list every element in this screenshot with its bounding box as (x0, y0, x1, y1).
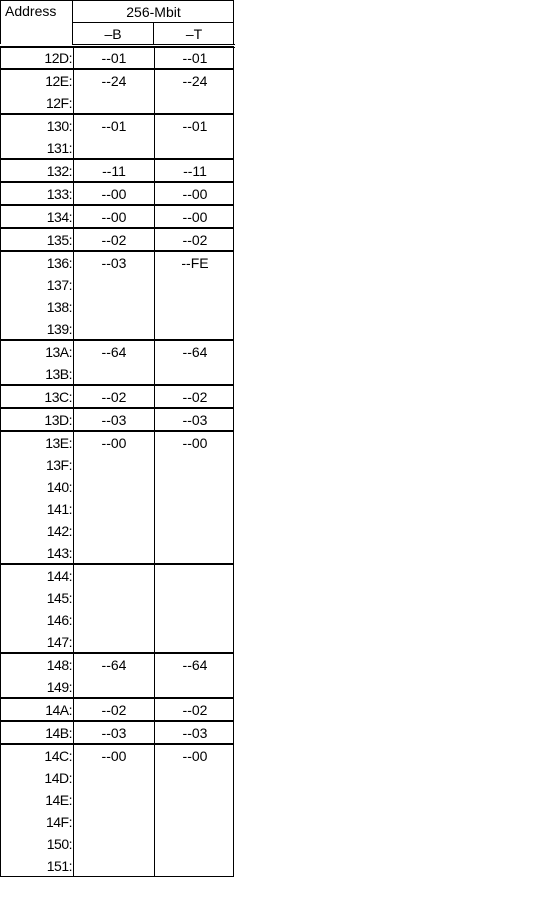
address-cell: 14B: (45, 725, 72, 741)
address-cell: 14D: (44, 770, 72, 786)
address-cell: 132: (46, 163, 72, 179)
address-cell: 150: (46, 836, 72, 852)
value-t-cell: --24 (182, 73, 208, 89)
value-t-cell: --00 (182, 209, 208, 225)
address-group (0, 182, 234, 205)
value-b-cell: --00 (101, 748, 127, 764)
value-b-cell: --00 (101, 209, 127, 225)
header-divider (73, 44, 235, 45)
value-b-cell: --01 (101, 118, 127, 134)
value-b-cell: --64 (101, 344, 127, 360)
value-t-cell: --FE (181, 255, 209, 271)
address-group (0, 228, 234, 251)
address-cell: 140: (46, 479, 72, 495)
value-b-cell: --02 (101, 702, 127, 718)
column-t-header: –T (185, 26, 203, 42)
address-cell: 13D: (44, 412, 72, 428)
value-b-cell: --11 (102, 163, 126, 179)
address-cell: 147: (46, 634, 72, 650)
address-cell: 14F: (45, 814, 72, 830)
address-cell: 141: (46, 501, 72, 517)
address-cell: 135: (46, 232, 72, 248)
value-t-cell: --01 (182, 50, 208, 66)
address-group (0, 251, 234, 340)
value-b-cell (74, 565, 154, 587)
address-cell: 148: (46, 657, 72, 673)
value-t-cell: --64 (182, 344, 208, 360)
address-cell: 133: (46, 186, 72, 202)
value-t-cell (155, 565, 235, 587)
address-cell: 13C: (44, 389, 72, 405)
address-cell: 151: (46, 858, 72, 874)
address-cell: 138: (46, 299, 72, 315)
address-cell: 134: (46, 209, 72, 225)
value-b-cell: --64 (101, 657, 127, 673)
address-cell: 145: (46, 590, 72, 606)
capacity-header: 256-Mbit (73, 1, 234, 23)
value-t-cell: --64 (182, 657, 208, 673)
address-cell: 139: (46, 321, 72, 337)
address-group (0, 698, 234, 721)
value-t-cell: --11 (183, 163, 207, 179)
address-cell: 14C: (44, 748, 72, 764)
value-b-cell: --24 (101, 73, 127, 89)
value-b-cell: --00 (101, 435, 127, 451)
value-t-cell: --00 (182, 186, 208, 202)
value-b-cell: --01 (101, 50, 127, 66)
value-b-cell: --02 (101, 389, 127, 405)
address-cell: 143: (46, 545, 72, 561)
address-cell: 14E: (45, 792, 72, 808)
value-b-cell: --03 (101, 412, 127, 428)
address-group (0, 159, 234, 182)
address-group (0, 408, 234, 431)
address-group (0, 431, 234, 564)
address-header: Address (1, 1, 73, 45)
value-t-cell: --03 (182, 412, 208, 428)
address-cell: 12D: (44, 50, 72, 66)
address-cell: 144: (46, 568, 72, 584)
address-group (0, 205, 234, 228)
value-t-cell: --03 (182, 725, 208, 741)
value-b-cell: --03 (101, 725, 127, 741)
value-t-cell: --02 (182, 232, 208, 248)
address-cell: 142: (46, 523, 72, 539)
address-group (0, 69, 234, 114)
address-group (0, 721, 234, 744)
address-group (0, 46, 234, 69)
table-header (0, 0, 234, 44)
address-cell: 13A: (45, 344, 72, 360)
address-cell: 146: (46, 612, 72, 628)
value-t-cell: --00 (182, 748, 208, 764)
value-t-cell: --00 (182, 435, 208, 451)
address-cell: 136: (46, 255, 72, 271)
address-group (0, 564, 234, 653)
address-cell: 12E: (45, 73, 72, 89)
address-cell: 149: (46, 679, 72, 695)
address-cell: 13B: (45, 366, 72, 382)
address-cell: 137: (46, 277, 72, 293)
address-cell: 13F: (45, 457, 72, 473)
address-group (0, 653, 234, 698)
value-b-cell: --02 (101, 232, 127, 248)
column-b-header: –B (73, 23, 154, 45)
address-cell: 14A: (45, 702, 72, 718)
value-b-cell: --00 (101, 186, 127, 202)
address-cell: 131: (46, 140, 72, 156)
value-t-cell: --02 (182, 702, 208, 718)
address-group (0, 744, 234, 877)
address-cell: 13E: (45, 435, 72, 451)
address-cell: 130: (46, 118, 72, 134)
address-group (0, 385, 234, 408)
value-t-cell: --01 (182, 118, 208, 134)
address-group (0, 114, 234, 159)
address-cell: 12F: (45, 95, 72, 111)
address-group (0, 340, 234, 385)
value-t-cell: --02 (182, 389, 208, 405)
value-b-cell: --03 (101, 255, 127, 271)
